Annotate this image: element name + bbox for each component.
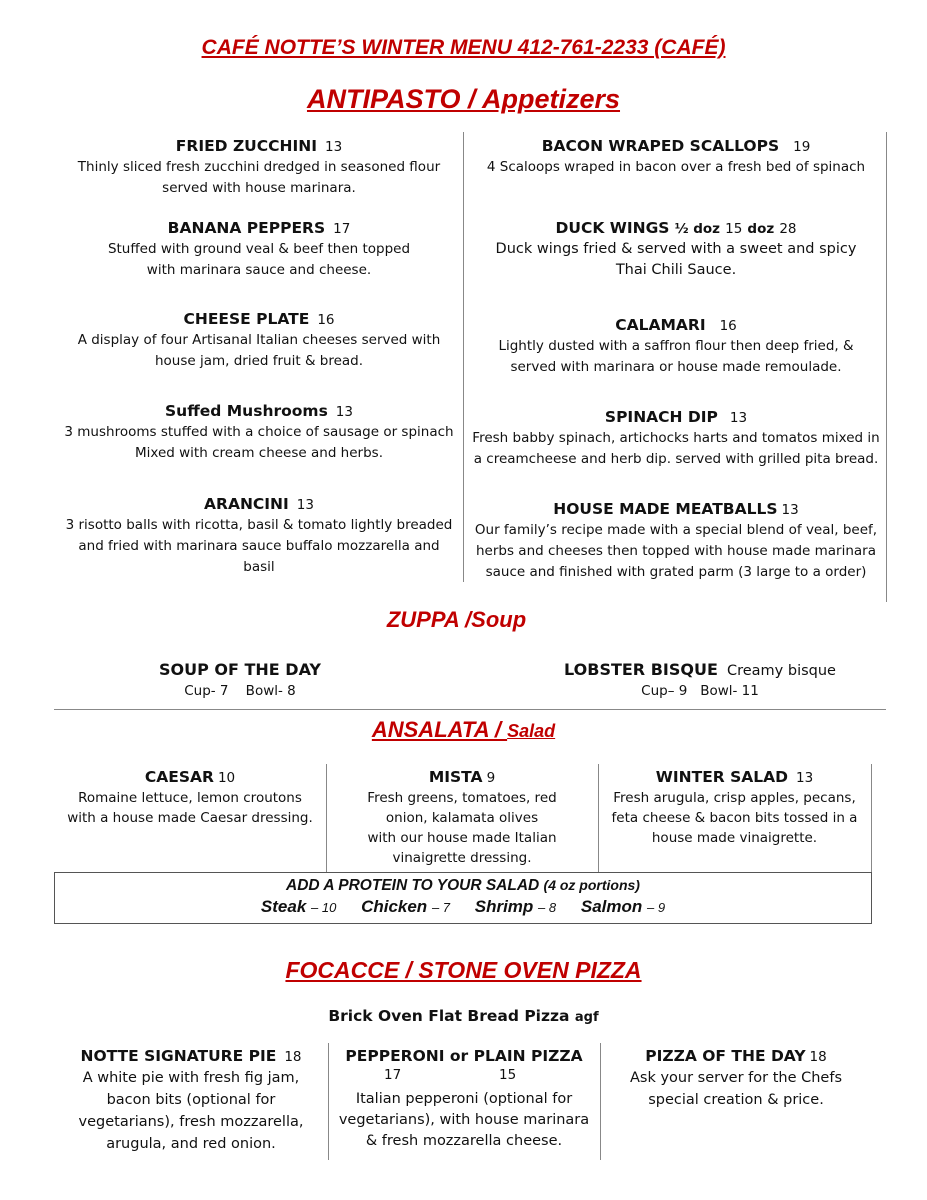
- item-description: Duck wings fried & served with a sweet and spicy Thai Chili Sauce.: [495, 241, 857, 278]
- item-price: 9: [486, 770, 496, 786]
- item-description: Our family’s recipe made with a special blend of veal, beef, herbs and cheeses then topped with house made marinara sauce and finished with grated parm (3 large to a order): [474, 522, 878, 580]
- item-name: LOBSTER BISQUE: [564, 660, 718, 679]
- menu-header: [0, 36, 927, 60]
- item-description: Thinly sliced fresh zucchini dredged in seasoned flour served with house marinara.: [77, 159, 441, 196]
- item-name: CHEESE PLATE: [183, 310, 310, 328]
- zuppa-title: [0, 607, 920, 633]
- salad-winter: [598, 767, 871, 848]
- protein-option: Salmon – 9: [580, 897, 666, 916]
- protein-option: Shrimp – 8: [474, 897, 557, 916]
- item-name: SOUP OF THE DAY: [158, 660, 322, 679]
- item-description: Stuffed with ground veal & beef then topped with marinara sauce and cheese.: [107, 241, 411, 278]
- item-description: Fresh greens, tomatoes, red onion, kalamata olives with our house made Italian vinaigrette dressing.: [367, 790, 557, 866]
- item-name: BACON WRAPED SCALLOPS: [541, 137, 780, 155]
- item-price: 18: [284, 1049, 302, 1065]
- item-price: 13: [296, 497, 314, 513]
- pizza-title: [0, 957, 927, 984]
- pizza-pepperoni-plain: [328, 1046, 600, 1152]
- duck-dozen-label: doz: [747, 221, 775, 237]
- item-name: Suffed Mushrooms: [165, 402, 328, 420]
- item-description: Italian pepperoni (optional for vegetarians), with house marinara & fresh mozzarella cheese.: [338, 1091, 590, 1149]
- item-name: BANANA PEPPERS: [167, 219, 326, 237]
- item-price-line: Cup– 9 Bowl- 11: [641, 683, 759, 699]
- item-name: SPINACH DIP: [604, 408, 718, 426]
- item-note: Creamy bisque: [726, 663, 836, 679]
- item-name: HOUSE MADE MEATBALLS: [553, 500, 778, 518]
- pepperoni-price: 17: [384, 1067, 402, 1083]
- item-description: Fresh babby spinach, artichocks harts and tomatos mixed in a creamcheese and herb dip. served with grilled pita bread.: [472, 430, 880, 467]
- item-price: 17: [333, 221, 351, 237]
- item-price: 19: [793, 139, 811, 155]
- protein-heading: [55, 877, 871, 895]
- menu-item-duck-wings: [466, 218, 886, 281]
- menu-header-text: CAFÉ NOTTE’S WINTER MENU 412-761-2233 (CAFÉ): [201, 36, 726, 59]
- soup-of-the-day: [90, 660, 390, 702]
- item-description: A white pie with fresh fig jam, bacon bits (optional for vegetarians), fresh mozzarella, arugula, and red onion.: [78, 1070, 304, 1152]
- pizza-subtitle-tag: agf: [574, 1010, 599, 1025]
- menu-item-meatballs: [466, 499, 886, 583]
- pizza-of-the-day: [600, 1046, 872, 1111]
- menu-item-banana-peppers: [50, 218, 468, 281]
- duck-dozen-price: 28: [779, 221, 797, 237]
- salad-title: [0, 717, 927, 743]
- item-price: 16: [719, 318, 737, 334]
- menu-item-stuffed-mushrooms: [50, 401, 468, 464]
- zuppa-title-text: ZUPPA /Soup: [386, 607, 527, 632]
- item-name: FRIED ZUCCHINI: [175, 137, 317, 155]
- item-name: CALAMARI: [615, 316, 706, 334]
- salad-title-small: Salad: [507, 721, 556, 741]
- item-name: CAESAR: [144, 768, 214, 786]
- menu-item-bacon-scallops: [466, 136, 886, 178]
- item-name: DUCK WINGS: [555, 219, 670, 237]
- antipasto-title-text: ANTIPASTO / Appetizers: [306, 84, 621, 114]
- item-name: PIZZA OF THE DAY: [645, 1047, 806, 1065]
- item-price: 13: [796, 770, 814, 786]
- menu-item-cheese-plate: [50, 309, 468, 372]
- item-description: A display of four Artisanal Italian cheeses served with house jam, dried fruit & bread.: [77, 332, 441, 369]
- item-description: 3 mushrooms stuffed with a choice of sausage or spinach Mixed with cream cheese and herbs.: [64, 424, 454, 461]
- salad-mista: [326, 767, 598, 868]
- antipasto-right-border: [886, 132, 887, 602]
- menu-item-fried-zucchini: [50, 136, 468, 199]
- item-description: Lightly dusted with a saffron flour then deep fried, & served with marinara or house made remoulade.: [498, 338, 854, 375]
- menu-item-spinach-dip: [466, 407, 886, 470]
- protein-options: [55, 897, 871, 917]
- item-name: PEPPERONI or PLAIN PIZZA: [345, 1047, 583, 1065]
- item-price-line: Cup- 7 Bowl- 8: [184, 683, 296, 699]
- item-name: WINTER SALAD: [655, 768, 789, 786]
- pizza-prices: [328, 1067, 600, 1087]
- protein-title: ADD A PROTEIN TO YOUR SALAD: [286, 877, 540, 894]
- salad-title-main: ANSALATA /: [371, 717, 508, 742]
- item-name: ARANCINI: [204, 495, 289, 513]
- pizza-subtitle-text: Brick Oven Flat Bread Pizza: [328, 1007, 570, 1025]
- item-description: 4 Scaloops wraped in bacon over a fresh bed of spinach: [486, 159, 866, 175]
- item-price: 18: [809, 1049, 827, 1065]
- item-name: NOTTE SIGNATURE PIE: [80, 1047, 277, 1065]
- item-price: 10: [217, 770, 236, 786]
- item-price: 13: [325, 139, 343, 155]
- duck-half-dozen-label: ½ doz: [674, 221, 721, 237]
- protein-box: [54, 872, 872, 924]
- soup-divider: [54, 709, 886, 710]
- plain-price: 15: [499, 1067, 517, 1083]
- item-price: 13: [729, 410, 748, 426]
- duck-half-dozen-price: 15: [725, 221, 743, 237]
- item-name: MISTA: [428, 768, 483, 786]
- item-price: 16: [317, 312, 335, 328]
- pizza-signature-pie: [54, 1046, 328, 1155]
- menu-item-arancini: [50, 494, 468, 578]
- lobster-bisque: [500, 660, 900, 702]
- pizza-title-text: FOCACCE / STONE OVEN PIZZA: [285, 957, 642, 983]
- item-description: Romaine lettuce, lemon croutons with a house made Caesar dressing.: [67, 790, 313, 826]
- salad-caesar: [54, 767, 326, 828]
- protein-option: Chicken – 7: [361, 897, 451, 916]
- protein-note: (4 oz portions): [543, 877, 640, 893]
- item-price: 13: [335, 404, 353, 420]
- antipasto-title: [0, 84, 927, 115]
- item-description: 3 risotto balls with ricotta, basil & tomato lightly breaded and fried with marinara sauce buffalo mozzarella and basil: [65, 517, 453, 575]
- menu-item-calamari: [466, 315, 886, 378]
- item-description: Ask your server for the Chefs special creation & price.: [629, 1070, 843, 1108]
- pizza-subtitle: [0, 1007, 927, 1025]
- salad-right-border: [871, 764, 872, 872]
- item-price: 13: [781, 502, 799, 518]
- item-description: Fresh arugula, crisp apples, pecans, feta cheese & bacon bits tossed in a house made vinaigrette.: [611, 790, 858, 846]
- protein-option: Steak – 10: [260, 897, 337, 916]
